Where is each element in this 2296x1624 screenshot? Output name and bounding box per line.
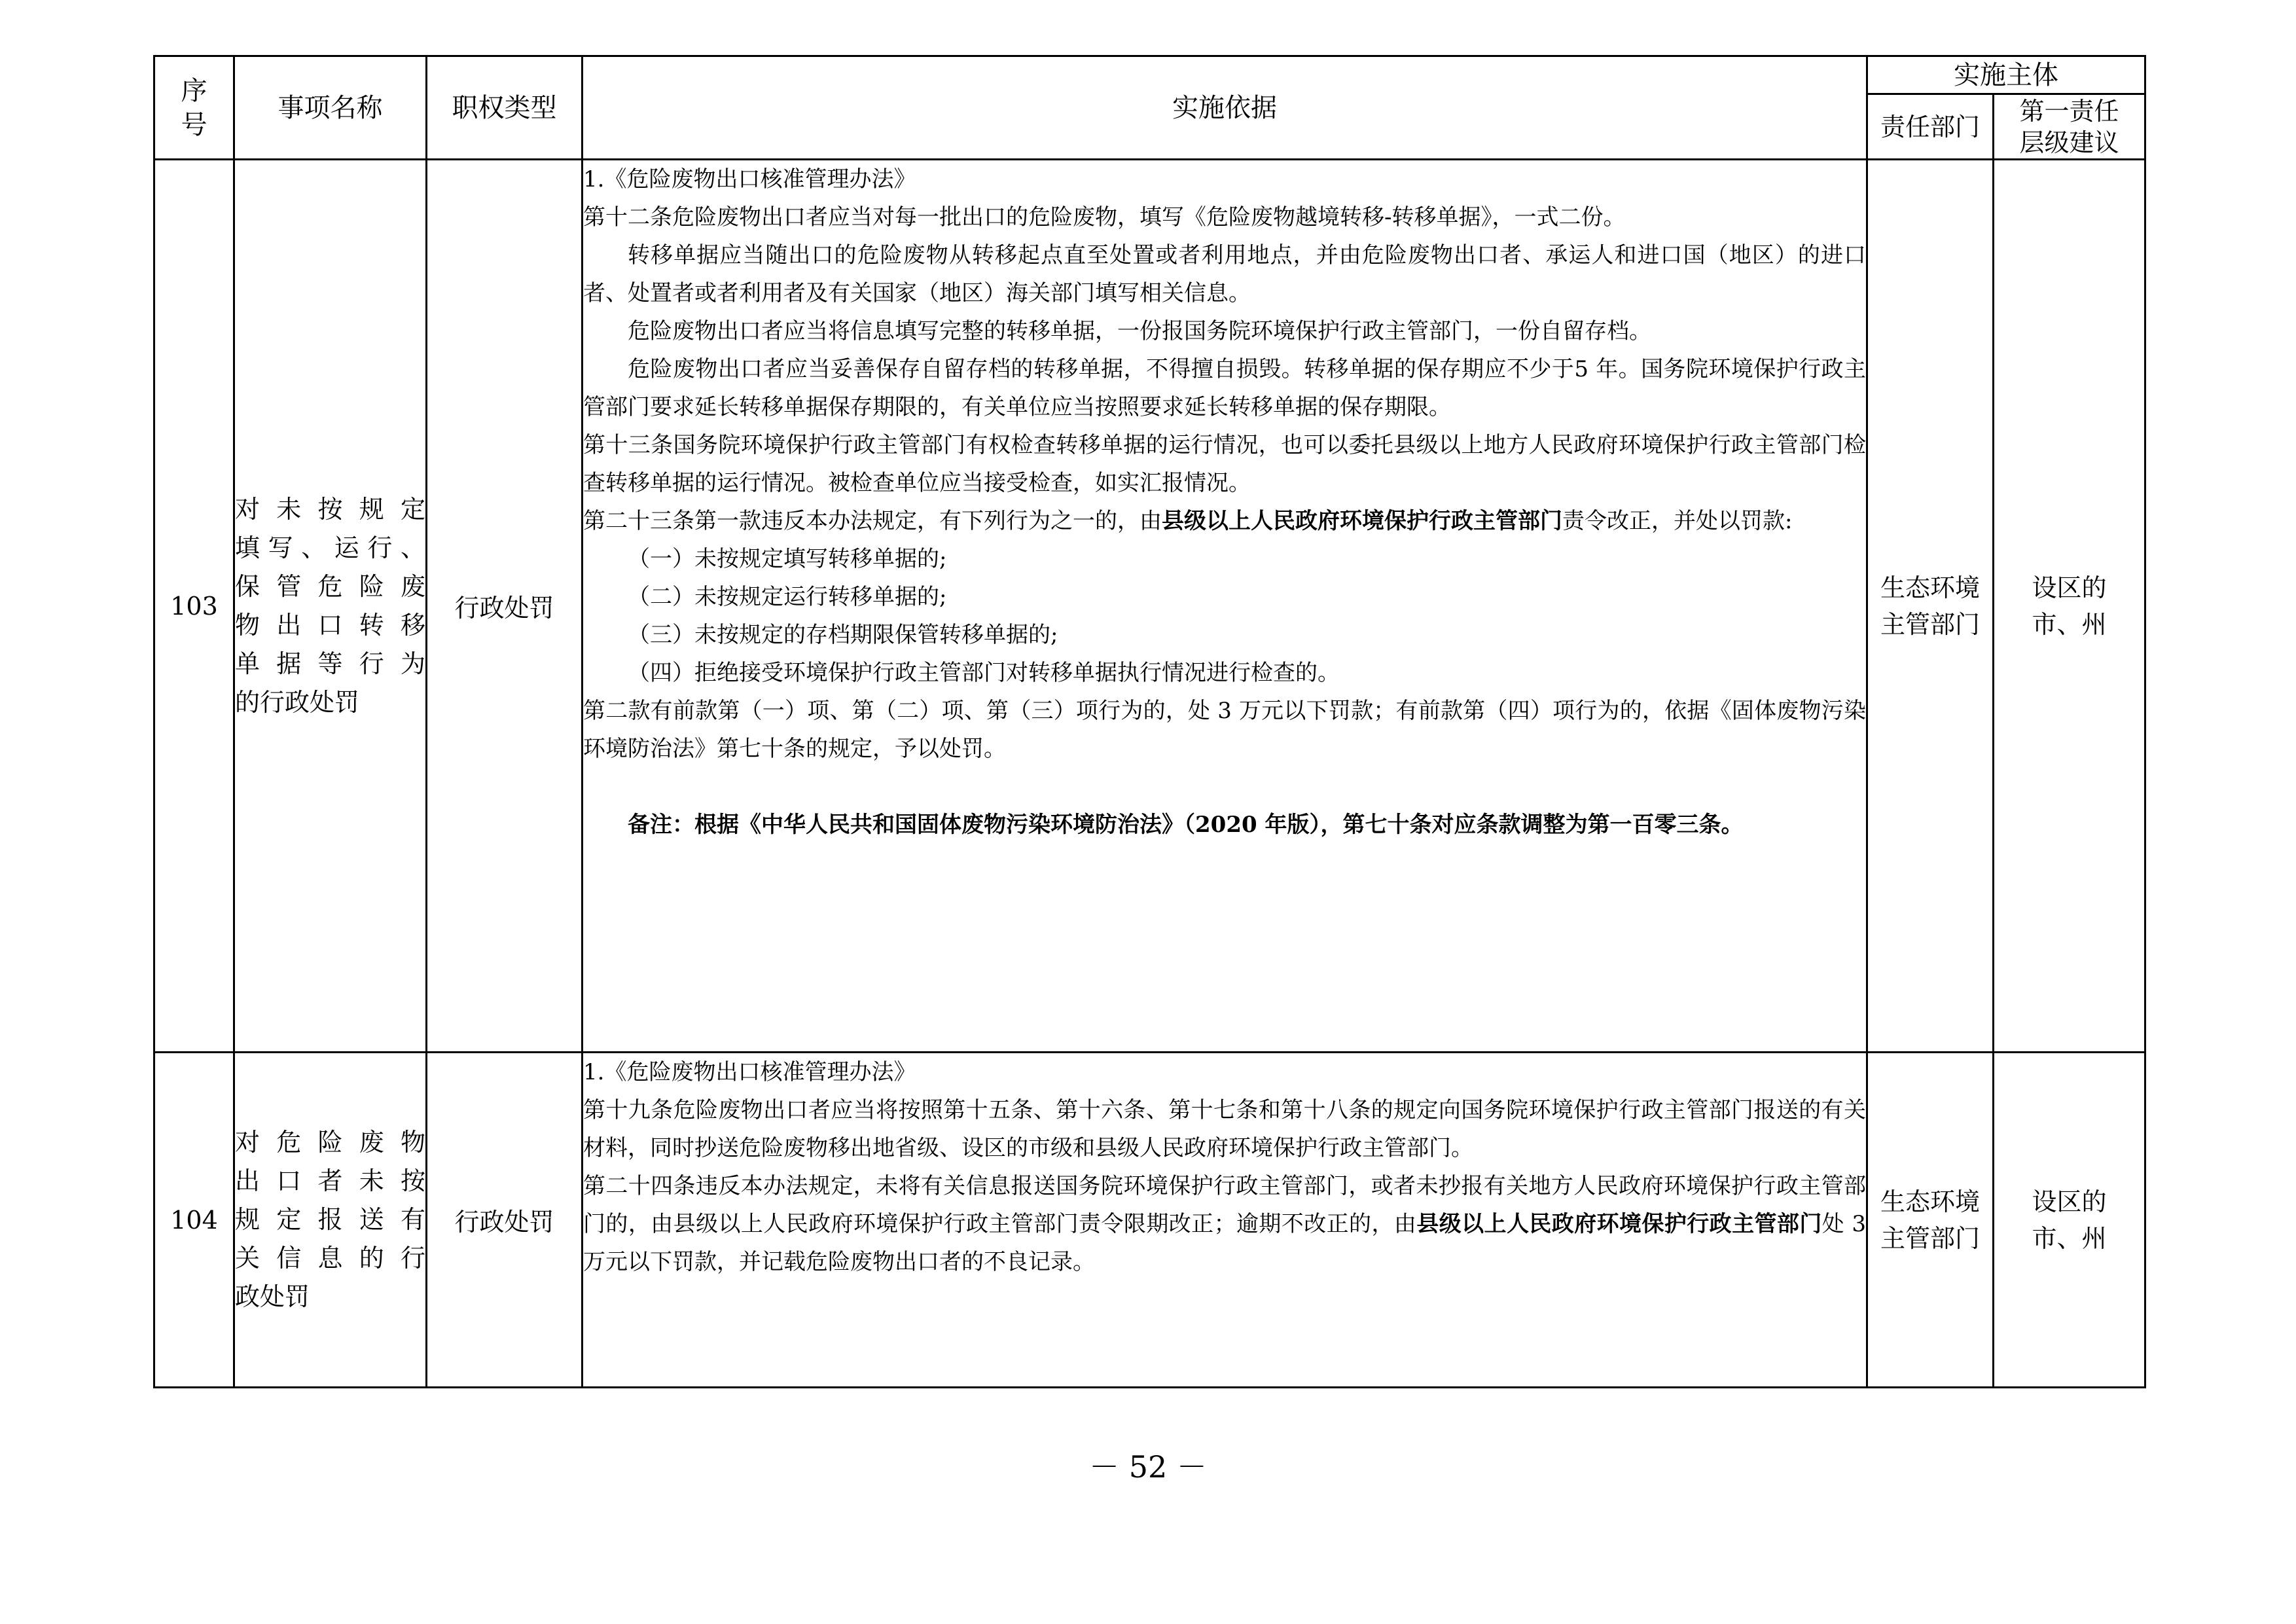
row-seq: 104 bbox=[154, 1053, 234, 1388]
level-line: 市、州 bbox=[2032, 1223, 2107, 1253]
row-item-name bbox=[234, 1053, 427, 1388]
basis-paragraph: 第十三条国务院环境保护行政主管部门有权检查转移单据的运行情况，也可以委托县级以上地方人民政府环境保护行政主管部门检查转移单据的运行情况。被检查单位应当接受检查，如实汇报情况。 bbox=[583, 432, 1866, 496]
basis-paragraph bbox=[583, 1167, 1866, 1281]
basis-paragraph: 转移单据应当随出口的危险废物从转移起点直至处置或者利用地点，并由危险废物出口者、承运人和进口国（地区）的进口者、处置者或者利用者及有关国家（地区）海关部门填写相关信息。 bbox=[583, 242, 1866, 306]
basis-text: 第二十三条第一款违反本办法规定，有下列行为之一的，由 bbox=[583, 508, 1162, 534]
row-basis bbox=[583, 1053, 1867, 1388]
item-name-line: 对危险废物 bbox=[235, 1128, 425, 1157]
header-implementer: 实施主体 bbox=[1867, 56, 2145, 94]
basis-list-item: （二）未按规定运行转移单据的; bbox=[628, 584, 947, 610]
level-line: 设区的 bbox=[2032, 573, 2107, 602]
row-seq: 103 bbox=[154, 160, 234, 1053]
row-basis bbox=[583, 160, 1867, 1053]
item-name-line: 政处罚 bbox=[235, 1282, 310, 1311]
header-responsible-dept: 责任部门 bbox=[1867, 94, 1994, 160]
header-first-level-line1: 第一责任 bbox=[2019, 96, 2119, 126]
header-basis: 实施依据 bbox=[583, 56, 1867, 160]
table-row bbox=[154, 1053, 2145, 1388]
basis-text: 处 3 万元以下罚款，并记载危险废物出口者的不良记录。 bbox=[583, 1211, 1867, 1275]
item-name-line: 保管危险废 bbox=[235, 571, 425, 601]
item-name-line: 关信息的行 bbox=[235, 1244, 425, 1272]
row-responsible-dept bbox=[1867, 160, 1994, 1053]
dept-line: 主管部门 bbox=[1880, 1223, 1980, 1253]
basis-paragraph: 第二款有前款第（一）项、第（二）项、第（三）项行为的，处 3 万元以下罚款；有前款第（四）项行为的，依据《固体废物污染环境防治法》第七十条的规定，予以处罚。 bbox=[583, 698, 1866, 762]
row-first-level bbox=[1994, 160, 2145, 1053]
header-first-level-line2: 层级建议 bbox=[2019, 128, 2119, 157]
item-name-line: 的行政处罚 bbox=[235, 687, 360, 717]
basis-paragraph: 第十二条危险废物出口者应当对每一批出口的危险废物，填写《危险废物越境转移-转移单据》，一式二份。 bbox=[583, 204, 1626, 230]
basis-paragraph bbox=[583, 502, 1866, 540]
basis-paragraph: 第十九条危险废物出口者应当将按照第十五条、第十六条、第十七条和第十八条的规定向国务院环境保护行政主管部门报送的有关材料，同时抄送危险废物移出地省级、设区的市级和县级人民政府环境保护行政主管部门。 bbox=[583, 1097, 1866, 1161]
table-row bbox=[154, 160, 2145, 1053]
item-name-line: 填写、运行、 bbox=[235, 533, 425, 562]
item-name-line: 物出口转移 bbox=[235, 610, 425, 640]
row-first-level bbox=[1994, 1053, 2145, 1388]
row-power-type: 行政处罚 bbox=[427, 160, 583, 1053]
dept-line: 生态环境 bbox=[1880, 1187, 1980, 1216]
basis-text: 第二十四条违反本办法规定，未将有关信息报送国务院环境保护行政主管部门，或者未抄报有关地方人民政府环境保护行政主管部门的，由县级以上人民政府环境保护行政主管部门责令限期改正；逾期不改正的，由 bbox=[583, 1173, 1866, 1237]
basis-list-item: （四）拒绝接受环境保护行政主管部门对转移单据执行情况进行检查的。 bbox=[628, 660, 1340, 686]
header-seq bbox=[154, 56, 234, 160]
page-number: － 52 － bbox=[1089, 1449, 1207, 1485]
row-power-type: 行政处罚 bbox=[427, 1053, 583, 1388]
row-item-name bbox=[234, 160, 427, 1053]
basis-paragraph: 1.《危险废物出口核准管理办法》 bbox=[583, 1059, 916, 1085]
item-name-line: 对未按规定 bbox=[235, 494, 425, 524]
header-item-name: 事项名称 bbox=[234, 56, 427, 160]
basis-emphasis: 县级以上人民政府环境保护行政主管部门 bbox=[1416, 1211, 1822, 1237]
basis-note: 备注：根据《中华人民共和国固体废物污染环境防治法》（2020 年版），第七十条对应条款调整为第一百零三条。 bbox=[628, 812, 1744, 838]
basis-list-item: （三）未按规定的存档期限保管转移单据的; bbox=[628, 622, 1058, 648]
basis-paragraph: 危险废物出口者应当妥善保存自留存档的转移单据，不得擅自损毁。转移单据的保存期应不少于5 年。国务院环境保护行政主管部门要求延长转移单据保存期限的，有关单位应当按照要求延长转移单据的保存期限。 bbox=[583, 356, 1866, 420]
dept-line: 主管部门 bbox=[1880, 609, 1980, 639]
dept-line: 生态环境 bbox=[1880, 573, 1980, 602]
level-line: 市、州 bbox=[2032, 609, 2107, 639]
item-name-line: 单据等行为 bbox=[235, 649, 425, 678]
basis-paragraph: 危险废物出口者应当将信息填写完整的转移单据，一份报国务院环境保护行政主管部门，一份自留存档。 bbox=[628, 318, 1651, 344]
item-name-line: 出口者未按 bbox=[235, 1166, 425, 1195]
header-seq-line1: 序 bbox=[181, 75, 207, 106]
basis-list-item: （一）未按规定填写转移单据的; bbox=[628, 546, 947, 572]
header-power-type: 职权类型 bbox=[427, 56, 583, 160]
row-responsible-dept bbox=[1867, 1053, 1994, 1388]
authority-table bbox=[153, 55, 2146, 1388]
level-line: 设区的 bbox=[2032, 1187, 2107, 1216]
basis-text: 责令改正，并处以罚款: bbox=[1562, 508, 1793, 534]
basis-paragraph: 1.《危险废物出口核准管理办法》 bbox=[583, 166, 916, 192]
header-seq-line2: 号 bbox=[181, 109, 207, 140]
header-first-level bbox=[1994, 94, 2145, 160]
item-name-line: 规定报送有 bbox=[235, 1205, 425, 1234]
basis-emphasis: 县级以上人民政府环境保护行政主管部门 bbox=[1162, 508, 1562, 534]
